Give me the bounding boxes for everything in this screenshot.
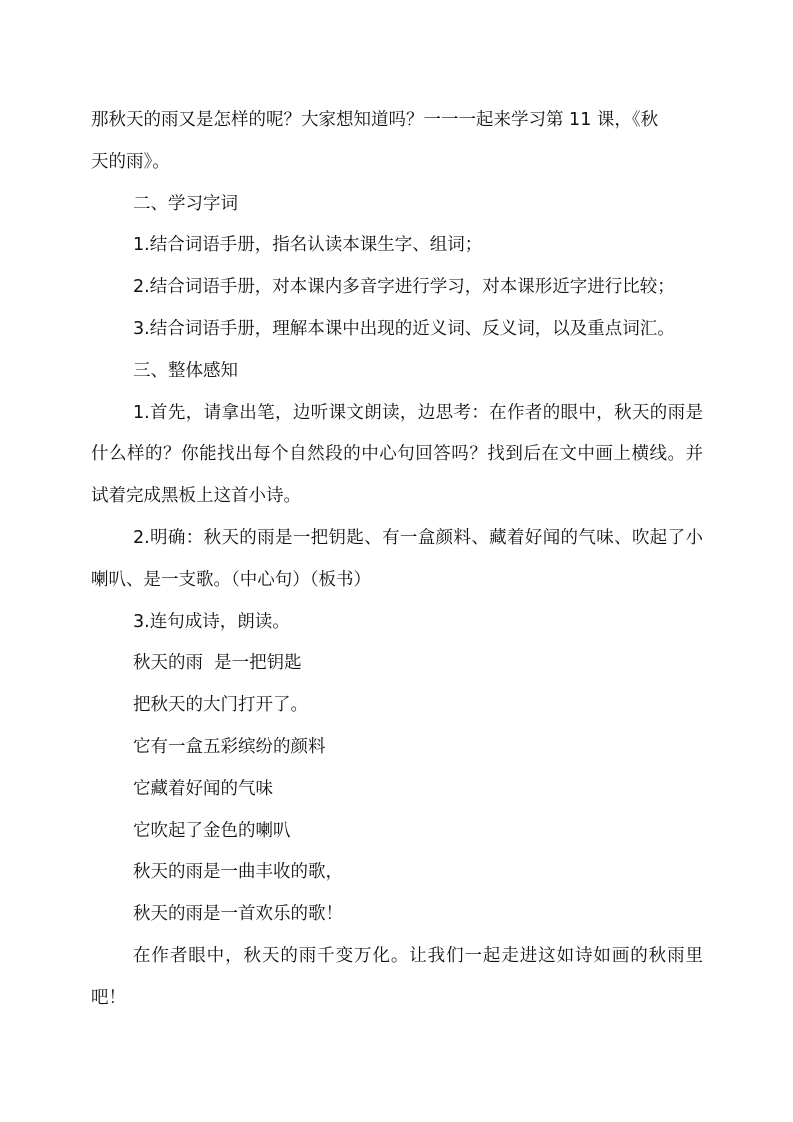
poem-line-2: 把秋天的大门打开了。	[133, 695, 308, 716]
poem-line-6: 秋天的雨是一曲丰收的歌，	[133, 862, 343, 883]
poem-line-1: 秋天的雨 是一把钥匙	[133, 653, 302, 674]
intro-line-2: 天的雨》。	[91, 151, 170, 172]
list-item-2-3: 3.结合词语手册，理解本课中出现的近义词、反义词，以及重点词汇。	[133, 318, 675, 339]
section-heading-2: 二、学习字词	[133, 193, 238, 214]
list-item-3-1: 1.首先，请拿出笔，边听课文朗读，边思考：在作者的眼中，秋天的雨是什么样的？你能找出每个自然段的中心句回答吗？找到后在文中画上横线。并试着完成黑板上这首小诗。	[91, 402, 703, 507]
poem-line-3: 它有一盒五彩缤纷的颜料	[133, 736, 326, 757]
conclusion-paragraph: 在作者眼中，秋天的雨千变万化。让我们一起走进这如诗如画的秋雨里吧！	[91, 945, 703, 1008]
list-item-2-2: 2.结合词语手册，对本课内多音字进行学习，对本课形近字进行比较；	[133, 277, 675, 298]
section-heading-3: 三、整体感知	[133, 360, 238, 381]
list-item-3-3: 3.连句成诗，朗读。	[133, 611, 290, 632]
poem-line-7: 秋天的雨是一首欢乐的歌！	[133, 904, 343, 925]
poem-line-5: 它吹起了金色的喇叭	[133, 820, 291, 841]
document-body	[91, 100, 703, 1020]
list-item-2-1: 1.结合词语手册，指名认读本课生字、组词；	[133, 235, 483, 256]
poem-line-4: 它藏着好闻的气味	[133, 778, 273, 799]
intro-line-1: 那秋天的雨又是怎样的呢？大家想知道吗？一一一起来学习第 11 课，《秋	[91, 110, 659, 130]
list-item-3-2: 2.明确：秋天的雨是一把钥匙、有一盒颜料、藏着好闻的气味、吹起了小喇叭、是一支歌。（中心句）（板书）	[91, 527, 703, 590]
